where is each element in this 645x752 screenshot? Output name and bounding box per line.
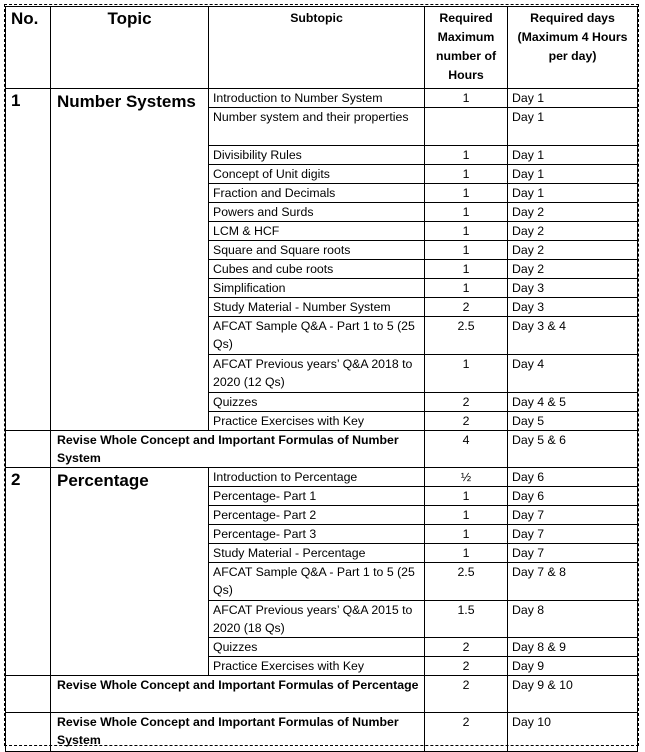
study-schedule-table [5, 6, 638, 752]
subtopic-cell: Powers and Surds [209, 203, 425, 222]
day-cell: Day 1 [508, 146, 638, 165]
hours-cell: 1 [425, 525, 508, 544]
day-cell: Day 3 & 4 [508, 317, 638, 355]
day-cell: Day 7 [508, 506, 638, 525]
day-cell: Day 5 [508, 412, 638, 431]
final-revise-blank [6, 713, 51, 752]
hours-cell: 1 [425, 203, 508, 222]
subtopic-cell: Practice Exercises with Key [209, 412, 425, 431]
day-cell: Day 9 [508, 657, 638, 676]
revise-blank [6, 431, 51, 468]
day-cell: Day 3 [508, 279, 638, 298]
subtopic-cell: Study Material - Number System [209, 298, 425, 317]
subtopic-cell: AFCAT Previous years’ Q&A 2018 to 2020 (12 Qs) [209, 355, 425, 393]
revise-day: Day 9 & 10 [508, 676, 638, 713]
hours-cell: 1 [425, 355, 508, 393]
subtopic-row [6, 468, 638, 487]
hours-cell: 2 [425, 298, 508, 317]
hours-cell: 1 [425, 241, 508, 260]
hours-cell: 2.5 [425, 317, 508, 355]
subtopic-cell: Number system and their properties [209, 108, 425, 146]
revise-hours: 2 [425, 676, 508, 713]
day-cell: Day 2 [508, 260, 638, 279]
header-no: No. [6, 7, 51, 89]
subtopic-cell: Study Material - Percentage [209, 544, 425, 563]
day-cell: Day 2 [508, 203, 638, 222]
subtopic-cell: Square and Square roots [209, 241, 425, 260]
hours-cell: 1 [425, 165, 508, 184]
topic-number: 2 [6, 468, 51, 676]
hours-cell: 1 [425, 279, 508, 298]
subtopic-cell: Practice Exercises with Key [209, 657, 425, 676]
subtopic-cell: Quizzes [209, 393, 425, 412]
header-row [6, 7, 638, 89]
day-cell: Day 1 [508, 89, 638, 108]
subtopic-cell: Simplification [209, 279, 425, 298]
final-revise-hours: 2 [425, 713, 508, 752]
day-cell: Day 3 [508, 298, 638, 317]
header-topic: Topic [51, 7, 209, 89]
revise-day: Day 5 & 6 [508, 431, 638, 468]
hours-cell: 1 [425, 506, 508, 525]
revise-row [6, 676, 638, 713]
subtopic-cell: Percentage- Part 2 [209, 506, 425, 525]
day-cell: Day 4 & 5 [508, 393, 638, 412]
day-cell: Day 6 [508, 487, 638, 506]
subtopic-cell: AFCAT Sample Q&A - Part 1 to 5 (25 Qs) [209, 563, 425, 601]
day-cell: Day 1 [508, 165, 638, 184]
revise-row [6, 431, 638, 468]
subtopic-cell: Divisibility Rules [209, 146, 425, 165]
revise-label: Revise Whole Concept and Important Formulas of Number System [51, 431, 425, 468]
revise-blank [6, 676, 51, 713]
subtopic-cell: Introduction to Percentage [209, 468, 425, 487]
hours-cell: 2.5 [425, 563, 508, 601]
subtopic-cell: Quizzes [209, 638, 425, 657]
header-hours: Required Maximum number of Hours [425, 7, 508, 89]
final-revise-row [6, 713, 638, 752]
subtopic-cell: Introduction to Number System [209, 89, 425, 108]
subtopic-cell: AFCAT Previous years’ Q&A 2015 to 2020 (18 Qs) [209, 601, 425, 638]
subtopic-cell: Cubes and cube roots [209, 260, 425, 279]
subtopic-cell: AFCAT Sample Q&A - Part 1 to 5 (25 Qs) [209, 317, 425, 355]
day-cell: Day 8 & 9 [508, 638, 638, 657]
hours-cell: 2 [425, 412, 508, 431]
hours-cell: 2 [425, 657, 508, 676]
final-revise-day: Day 10 [508, 713, 638, 752]
subtopic-cell: Percentage- Part 1 [209, 487, 425, 506]
topic-name: Percentage [51, 468, 209, 676]
day-cell: Day 1 [508, 184, 638, 203]
header-days: Required days (Maximum 4 Hours per day) [508, 7, 638, 89]
final-revise-label: Revise Whole Concept and Important Formulas of Number System [51, 713, 425, 752]
hours-cell: 2 [425, 638, 508, 657]
day-cell: Day 2 [508, 222, 638, 241]
hours-cell: 1.5 [425, 601, 508, 638]
revise-hours: 4 [425, 431, 508, 468]
topic-name: Number Systems [51, 89, 209, 431]
header-subtopic: Subtopic [209, 7, 425, 89]
hours-cell: ½ [425, 468, 508, 487]
day-cell: Day 7 [508, 544, 638, 563]
hours-cell: 1 [425, 544, 508, 563]
day-cell: Day 7 & 8 [508, 563, 638, 601]
hours-cell: 1 [425, 222, 508, 241]
hours-cell: 1 [425, 260, 508, 279]
hours-cell [425, 108, 508, 146]
day-cell: Day 1 [508, 108, 638, 146]
day-cell: Day 8 [508, 601, 638, 638]
subtopic-row [6, 89, 638, 108]
section-number-systems [6, 89, 638, 468]
hours-cell: 2 [425, 393, 508, 412]
section-percentage [6, 468, 638, 713]
day-cell: Day 2 [508, 241, 638, 260]
topic-number: 1 [6, 89, 51, 431]
day-cell: Day 4 [508, 355, 638, 393]
subtopic-cell: Fraction and Decimals [209, 184, 425, 203]
subtopic-cell: Percentage- Part 3 [209, 525, 425, 544]
hours-cell: 1 [425, 487, 508, 506]
subtopic-cell: Concept of Unit digits [209, 165, 425, 184]
day-cell: Day 7 [508, 525, 638, 544]
hours-cell: 1 [425, 146, 508, 165]
revise-label: Revise Whole Concept and Important Formulas of Percentage [51, 676, 425, 713]
hours-cell: 1 [425, 89, 508, 108]
subtopic-cell: LCM & HCF [209, 222, 425, 241]
hours-cell: 1 [425, 184, 508, 203]
day-cell: Day 6 [508, 468, 638, 487]
